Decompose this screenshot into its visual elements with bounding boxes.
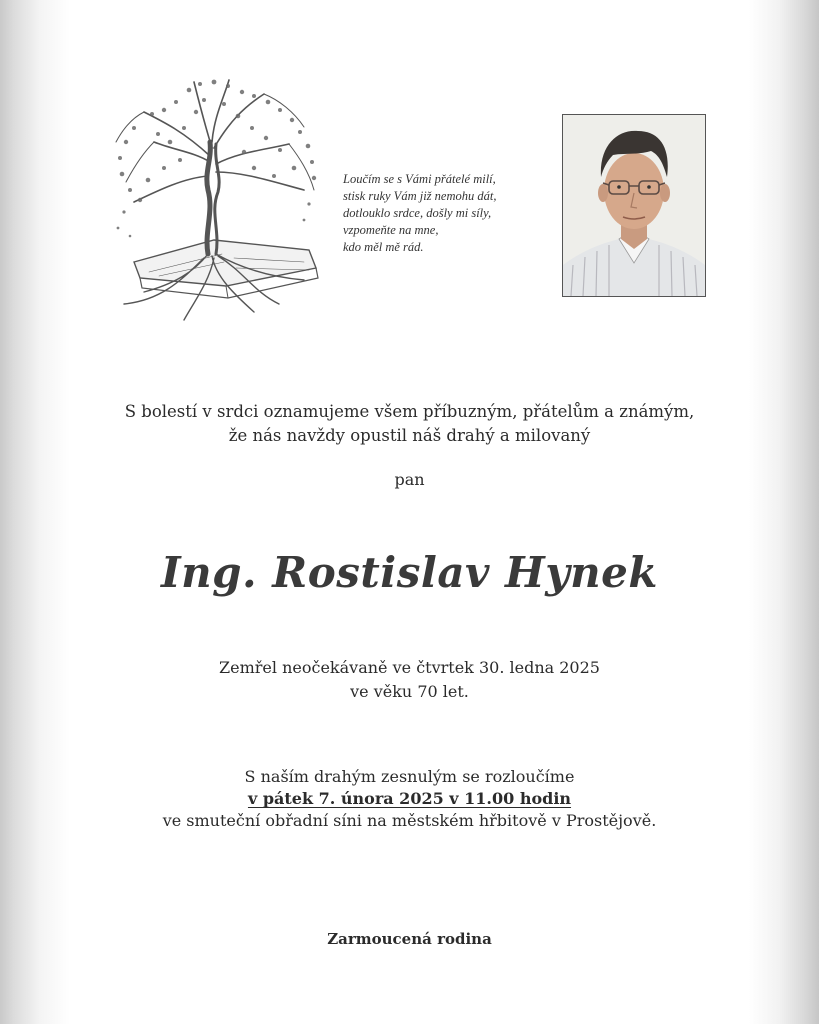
announcement-text — [0, 400, 819, 448]
poem-line: dotlouklo srdce, došly mi síly, — [343, 206, 492, 220]
announcement-line: S bolestí v srdci oznamujeme všem příbuzným, přátelům a známým, — [124, 402, 695, 421]
farewell-intro: S naším drahým zesnulým se rozloučíme — [244, 767, 575, 786]
signature: Zarmoucená rodina — [327, 930, 492, 948]
deceased-name: Ing. Rostislav Hynek — [161, 548, 658, 597]
poem-line: kdo měl mě rád. — [343, 240, 424, 254]
poem-line: stisk ruky Vám již nemohu dát, — [343, 189, 497, 203]
farewell-location: ve smuteční obřadní síni na městském hřbitově v Prostějově. — [162, 811, 657, 830]
portrait-photo — [562, 114, 706, 297]
death-info — [0, 656, 819, 704]
tree-book-illustration-icon — [104, 72, 326, 324]
poem-line: Loučím se s Vámi přátelé milí, — [343, 172, 496, 186]
farewell-date-time: v pátek 7. února 2025 v 11.00 hodin — [247, 789, 572, 808]
farewell-poem — [343, 171, 553, 256]
salutation: pan — [394, 470, 425, 489]
age-line: ve věku 70 let. — [350, 682, 469, 701]
poem-line: vzpomeňte na mne, — [343, 223, 439, 237]
portrait-icon — [563, 115, 705, 296]
announcement-line: že nás navždy opustil náš drahý a milovaný — [228, 426, 591, 445]
death-date-line: Zemřel neočekávaně ve čtvrtek 30. ledna 2025 — [219, 658, 600, 677]
farewell-info — [0, 766, 819, 832]
